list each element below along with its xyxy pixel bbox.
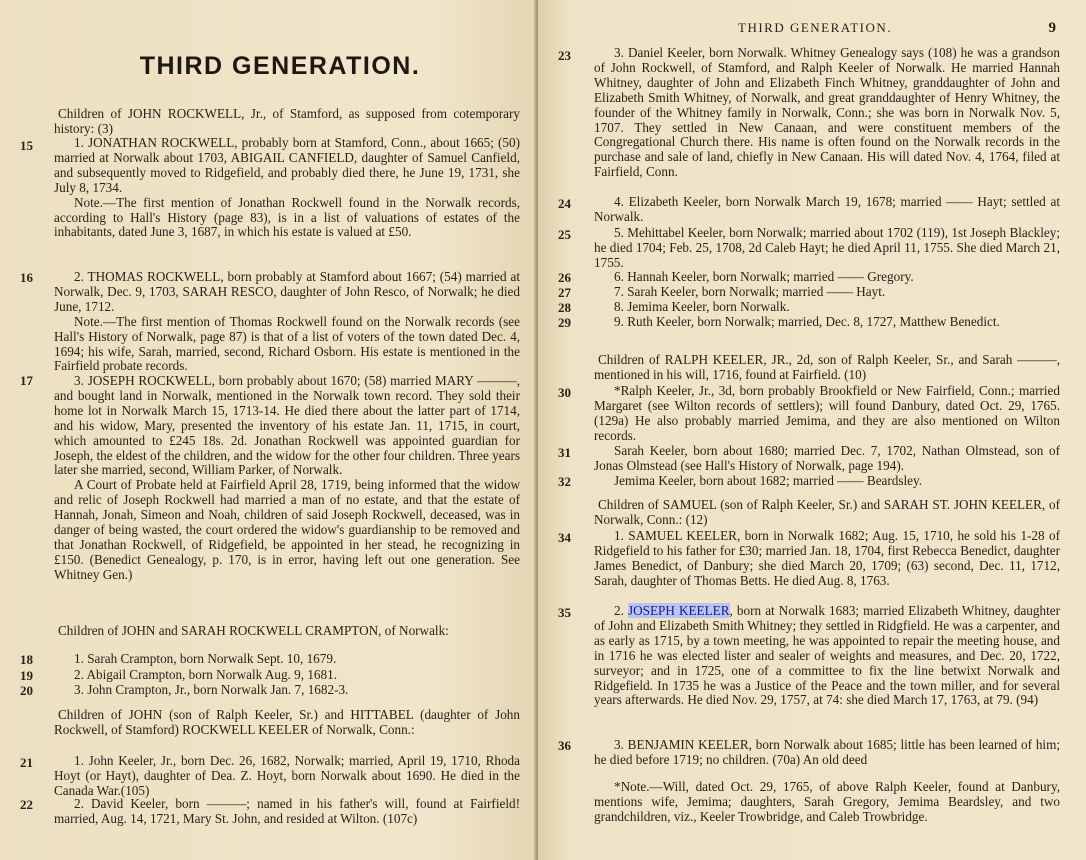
entry-text <box>594 604 1060 708</box>
entry-number: 17 <box>20 373 33 388</box>
entry-number: 28 <box>558 300 571 315</box>
page-title: THIRD GENERATION. <box>139 52 421 80</box>
entry-text: 3. Daniel Keeler, born Norwalk. Whitney Genealogy says (108) he was a grandson of John Rockwell, of Stamford, and Ralph Keeler of Norwalk. He married Hannah Whitney, daughter of John and Elizabeth Finch Whitney, granddaughter of John and Elizabeth Smith Whitney, of Norwalk, and great granddaughter of Henry Whitney, the founder of the Whitney family in Norwalk, Conn.; she was born in Norwalk Nov. 5, 1707. They settled in New Canaan, and were constituent members of the Congregational Church there. His name is often found on the Norwalk records in the purchase and sale of land, chiefly in New Canaan. His will dated Nov. 4, 1764, filed at Fairfield, Conn. <box>594 45 1060 180</box>
entry-text: *Ralph Keeler, Jr., 3d, born probably Brookfield or New Fairfield, Conn.; married Margaret (see Wilton records of settlers); will found Danbury, dated Oct. 29, 1765. (129a) He also probably married Jemima, and they are also mentioned on Wilton records. <box>594 383 1060 443</box>
entry-text: 3. BENJAMIN KEELER, born Norwalk about 1685; little has been learned of him; he died before 1719; no children. (70a) An old deed <box>594 737 1060 767</box>
left-page <box>0 0 538 860</box>
entry-text: Jemima Keeler, born about 1682; married —— Beardsley. <box>614 473 923 488</box>
entry-number: 22 <box>20 797 33 812</box>
entry-number: 18 <box>20 652 33 667</box>
entry-text: 3. John Crampton, Jr., born Norwalk Jan. 7, 1682-3. <box>74 682 349 697</box>
entry-number: 29 <box>558 315 571 330</box>
entry-text: 2. David Keeler, born ———; named in his father's will, found at Fairfield! married, Aug. 14, 1721, Mary St. John, and resided at Wilton. (107c) <box>54 796 520 826</box>
page-number: 9 <box>1048 20 1056 36</box>
left-page-text <box>54 0 520 860</box>
entry-text: 5. Mehittabel Keeler, born Norwalk; married about 1702 (119), 1st Joseph Blackley; he died 1704; Feb. 25, 1708, 2d Caleb Hayt; he died April 11, 1755. She died March 21, 1755. <box>594 225 1060 270</box>
entry-number: 19 <box>20 668 33 683</box>
entry-number: 21 <box>20 755 33 770</box>
entry-number: 36 <box>558 738 571 753</box>
entry-text: 1. Sarah Crampton, born Norwalk Sept. 10, 1679. <box>74 651 337 666</box>
entry-rest: , born at Norwalk 1683; married Elizabeth Whitney, daughter of John and Elizabeth Smith Whitney; they settled in Ridgfield. He was a carpenter, and as early as 1715, by a town meeting, he was appointed to repair the meeting house, and in 1716 he was elected lister and sealer of weights and measures, and Dec. 20, 1722, surveyor; and in 1725, one of a committee to fix the line betwixt Norwalk and Ridgefield. In 1735 he was a Justice of the Peace and the town miller, and for several years afterwards. He died Nov. 29, 1757, at 74: she died March 17, 1763, at 79. (94) <box>594 603 1060 708</box>
entry-number: 16 <box>20 270 33 285</box>
entry-number: 26 <box>558 270 571 285</box>
entry-text: 1. JONATHAN ROCKWELL, probably born at Stamford, Conn., about 1665; (50) married at Norwalk about 1703, ABIGAIL CANFIELD, daughter of Samuel Canfield, and subsequently moved to Ridgefield, and probably died there, he June 19, 1731, she July 8, 1734. <box>54 135 520 195</box>
entry-number: 30 <box>558 385 571 400</box>
entry-number: 24 <box>558 196 571 211</box>
entry-number: 34 <box>558 530 571 545</box>
entry-text: 3. JOSEPH ROCKWELL, born probably about 1670; (58) married MARY ———, and bought land in Norwalk, mentioned in the Norwalk town record. They sold their home lot in Norwalk March 15, 1713-14. He died there about the latter part of 1714, and his widow, Mary, presented the inventory of his estate Jan. 11, 1715, in court, which amounted to £245 18s. 2d. Jonathan Rockwell was appointed guardian for Joseph, the eldest of the children, and the widow for the other four children. Three years later she married, second, William Parker, of Norwalk. <box>54 373 520 478</box>
note-text: Note.—The first mention of Jonathan Rockwell found in the Norwalk records, according to Hall's History (page 83), is in a list of valuations of estates of the inhabitants, dated June 3, 1687, in which his estate is valued at £50. <box>54 194 520 240</box>
entry-text: 1. John Keeler, Jr., born Dec. 26, 1682, Norwalk; married, April 19, 1710, Rhoda Hoyt (or Hayt), daughter of Dea. Z. Hoyt, born Norwalk about 1690. He died in the Canada War.(105) <box>54 753 520 798</box>
highlighted-name[interactable]: JOSEPH KEELER <box>627 603 730 618</box>
entry-text: 1. SAMUEL KEELER, born in Norwalk 1682; Aug. 15, 1710, he sold his 1-28 of Ridgefield to his father for £30; married Jan. 18, 1704, first Rebecca Benedict, daughter James Benedict, of Danbury; she died March 20, 1709; (63) second, Dec. 11, 1712, Sarah, daughter of Thomas Betts. He died Aug. 8, 1763. <box>594 528 1060 588</box>
section-intro: Children of JOHN (son of Ralph Keeler, Sr.) and HITTABEL (daughter of John Rockwell, of Stamford) ROCKWELL KEELER of Norwalk, Conn.: <box>54 707 520 737</box>
entry-number: 23 <box>558 48 571 63</box>
entry-number: 20 <box>20 683 33 698</box>
entry-number: 27 <box>558 285 571 300</box>
footnote: *Note.—Will, dated Oct. 29, 1765, of above Ralph Keeler, found at Danbury, mentions wife, Jemima; daughters, Sarah Gregory, Jemima Beardsley, and two grandchildren, viz., Keeler Trowbridge, and Caleb Trowbridge. <box>594 779 1060 824</box>
right-page <box>538 0 1086 860</box>
note-text: Note.—The first mention of Thomas Rockwell found on the Norwalk records (see Hall's History of Norwalk, page 87) is that of a list of voters of the town dated Dec. 4, 1694; his wife, Sarah, married, second, Richard Osborn. His estate is mentioned in the Fairfield probate records. <box>54 313 520 374</box>
right-page-text <box>594 0 1060 860</box>
entry-text: 2. THOMAS ROCKWELL, born probably at Stamford about 1667; (54) married at Norwalk, Dec. 9, 1703, SARAH RESCO, daughter of John Resco, of Norwalk; he died June, 1712. <box>54 269 520 314</box>
entry-prefix: 2. <box>614 603 628 618</box>
entry-number: 25 <box>558 227 571 242</box>
entry-paragraph: A Court of Probate held at Fairfield April 28, 1719, being informed that the widow and relic of Joseph Rockwell had married a man of no estate, and that the estate of Hannah, Jonah, Simeon and Noah, children of said Joseph Rockwell, deceased, was in danger of being wasted, the court ordered the widow's guardianship to be removed and that Jonathan Rockwell, of Ridgefield, be appointed in her stead, he recognizing in £150. (Benedict Genealogy, p. 170, is in error, having left out one generation. See Whitney Gen.) <box>54 477 520 582</box>
entry-text: 9. Ruth Keeler, born Norwalk; married, Dec. 8, 1727, Matthew Benedict. <box>614 314 1000 329</box>
section-intro: Children of JOHN ROCKWELL, Jr., of Stamford, as supposed from cotemporary history: (3) <box>54 106 520 136</box>
entry-text: 2. Abigail Crampton, born Norwalk Aug. 9, 1681. <box>74 667 337 682</box>
entry-text: 7. Sarah Keeler, born Norwalk; married —— Hayt. <box>614 284 886 299</box>
section-intro: Children of JOHN and SARAH ROCKWELL CRAMPTON, of Norwalk: <box>58 623 449 638</box>
section-intro: Children of SAMUEL (son of Ralph Keeler, Sr.) and SARAH ST. JOHN KEELER, of Norwalk, Conn.: (12) <box>594 497 1060 527</box>
entry-text: 8. Jemima Keeler, born Norwalk. <box>614 299 790 314</box>
entry-text: 4. Elizabeth Keeler, born Norwalk March 19, 1678; married —— Hayt; settled at Norwalk. <box>594 194 1060 224</box>
entry-text: Sarah Keeler, born about 1680; married Dec. 7, 1702, Nathan Olmstead, son of Jonas Olmstead (see Hall's History of Norwalk, page 194). <box>594 443 1060 473</box>
entry-text: 6. Hannah Keeler, born Norwalk; married —— Gregory. <box>614 269 914 284</box>
entry-number: 35 <box>558 605 571 620</box>
section-intro: Children of RALPH KEELER, JR., 2d, son of Ralph Keeler, Sr., and Sarah ———, mentioned in his will, 1716, found at Fairfield. (10) <box>594 352 1060 382</box>
entry-number: 32 <box>558 474 571 489</box>
entry-number: 31 <box>558 445 571 460</box>
entry-number: 15 <box>20 138 33 153</box>
running-head: THIRD GENERATION. <box>738 20 893 35</box>
